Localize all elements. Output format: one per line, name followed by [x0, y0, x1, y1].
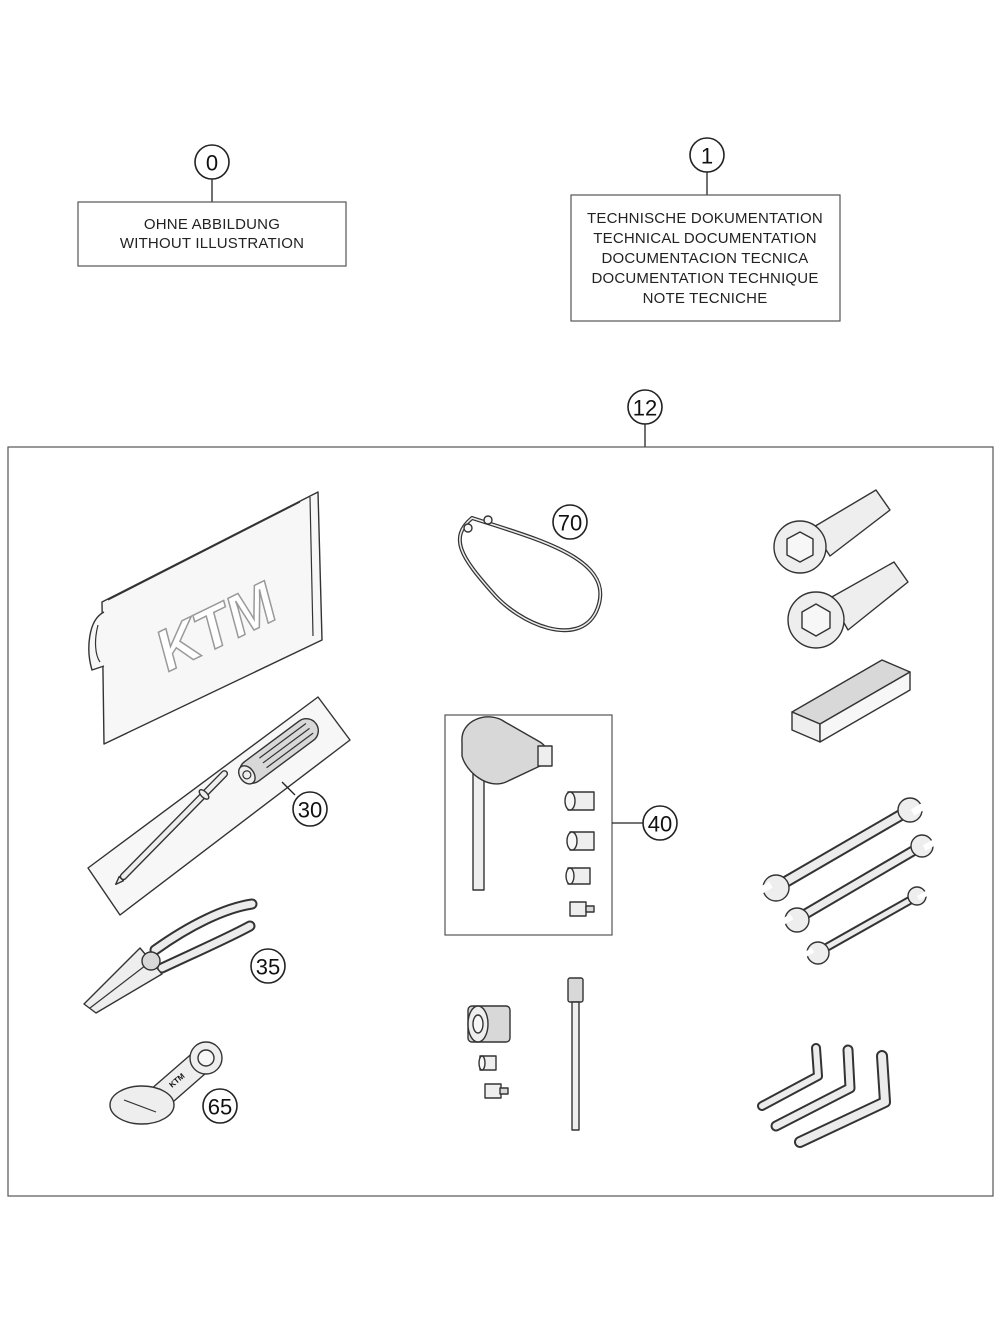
ring-spanner-1[interactable] — [774, 490, 890, 573]
hex-key-1[interactable] — [762, 1048, 818, 1106]
flat-bar[interactable] — [792, 660, 910, 742]
wrench-logo: KTM — [167, 1071, 187, 1090]
callout-12-label: 12 — [632, 395, 658, 421]
callout-30-label: 30 — [297, 797, 323, 823]
open-end-wrench-1[interactable] — [759, 798, 925, 901]
note-line-2: WITHOUT ILLUSTRATION — [119, 235, 305, 252]
doc-line-2: TECHNICAL DOCUMENTATION — [593, 230, 817, 247]
note-documentation — [571, 195, 840, 321]
callout-70-label: 70 — [557, 510, 583, 536]
bag-logo: KTM — [145, 570, 287, 684]
callout-1[interactable] — [690, 138, 724, 172]
callout-70[interactable] — [553, 505, 587, 539]
callout-65-label: 65 — [207, 1094, 233, 1120]
open-end-wrench-2[interactable] — [781, 835, 936, 932]
callout-0[interactable] — [195, 145, 229, 179]
t-handle-tool-set[interactable] — [445, 715, 612, 935]
socket-3 — [566, 868, 590, 884]
callout-35-label: 35 — [255, 954, 281, 980]
callout-0-label: 0 — [205, 150, 219, 176]
callout-30[interactable] — [282, 782, 327, 826]
long-hex-driver[interactable] — [568, 978, 583, 1130]
callout-1-label: 1 — [700, 143, 714, 169]
socket-and-bits[interactable] — [468, 1006, 510, 1098]
socket-1 — [565, 792, 594, 810]
callout-40[interactable] — [612, 806, 677, 840]
ring-spanner-2[interactable] — [788, 562, 908, 648]
doc-line-3: DOCUMENTACION TECNICA — [601, 250, 809, 267]
doc-line-5: NOTE TECNICHE — [642, 290, 768, 307]
note-without-illustration — [78, 202, 346, 266]
callout-12[interactable] — [628, 390, 662, 424]
callout-40-label: 40 — [647, 811, 673, 837]
pliers[interactable] — [84, 904, 252, 1013]
doc-line-4: DOCUMENTATION TECHNIQUE — [591, 270, 819, 287]
callout-35[interactable] — [251, 949, 285, 983]
doc-line-1: TECHNISCHE DOKUMENTATION — [587, 210, 823, 227]
callout-65[interactable] — [203, 1089, 237, 1123]
note-line-1: OHNE ABBILDUNG — [143, 216, 281, 233]
socket-2 — [567, 832, 594, 850]
tool-bag[interactable] — [89, 492, 322, 744]
bit-1 — [570, 902, 594, 916]
